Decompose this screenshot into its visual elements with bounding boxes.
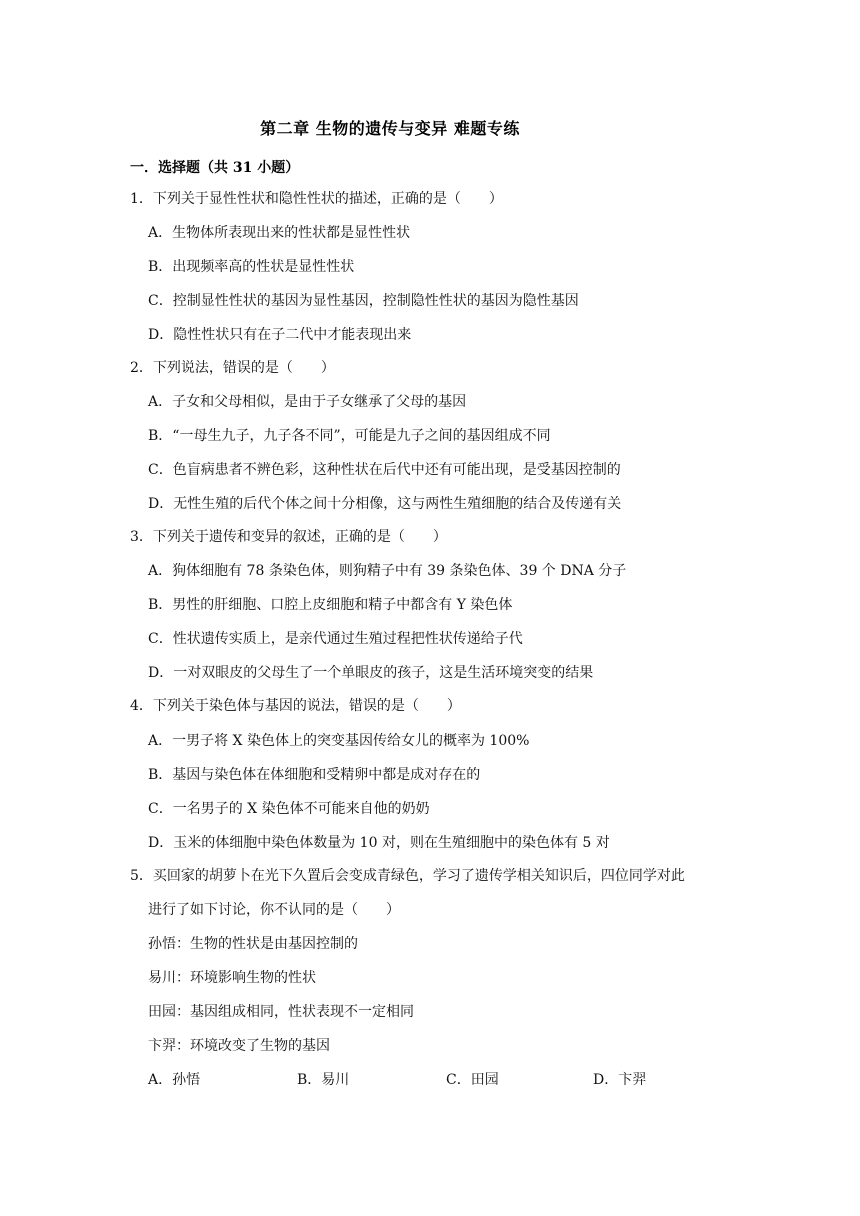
question-2-option-c: C．色盲病患者不辨色彩，这种性状在后代中还有可能出现，是受基因控制的 — [148, 462, 621, 478]
question-4-option-c: C．一名男子的 X 染色体不可能来自他的奶奶 — [148, 801, 430, 817]
question-5-statement-4: 卞羿：环境改变了生物的基因 — [148, 1038, 330, 1054]
question-2-option-b: B．“一母生九子，九子各不同”，可能是九子之间的基因组成不同 — [148, 428, 551, 444]
question-1-option-a: A．生物体所表现出来的性状都是显性性状 — [148, 225, 411, 241]
question-2-stem: 2．下列说法，错误的是（ ） — [130, 360, 335, 376]
question-3-stem: 3．下列关于遗传和变异的叙述，正确的是（ ） — [130, 529, 447, 545]
question-5-statement-1: 孙悟：生物的性状是由基因控制的 — [148, 936, 358, 952]
question-3-option-a: A．狗体细胞有 78 条染色体，则狗精子中有 39 条染色体、39 个 DNA 分子 — [148, 563, 627, 579]
question-5-option-d: D．卞羿 — [593, 1072, 647, 1088]
document-title: 第二章 生物的遗传与变异 难题专练 — [260, 119, 520, 138]
question-5-option-a: A．孙悟 — [148, 1072, 201, 1088]
question-3-option-b: B．男性的肝细胞、口腔上皮细胞和精子中都含有 Y 染色体 — [148, 597, 513, 613]
question-4-option-d: D．玉米的体细胞中染色体数量为 10 对，则在生殖细胞中的染色体有 5 对 — [148, 835, 610, 851]
question-5-option-c: C．田园 — [446, 1072, 499, 1088]
question-1-option-b: B．出现频率高的性状是显性性状 — [148, 259, 355, 275]
question-4-stem: 4．下列关于染色体与基因的说法，错误的是（ ） — [130, 698, 461, 714]
question-5-statement-3: 田园：基因组成相同，性状表现不一定相同 — [148, 1004, 414, 1020]
question-3-option-c: C．性状遗传实质上，是亲代通过生殖过程把性状传递给子代 — [148, 631, 523, 647]
question-5-option-b: B．易川 — [297, 1072, 350, 1088]
question-4-option-b: B．基因与染色体在体细胞和受精卵中都是成对存在的 — [148, 767, 481, 783]
section-heading: 一．选择题（共 31 小题） — [130, 160, 300, 176]
question-5-stem-line-2: 进行了如下讨论，你不认同的是（ ） — [148, 902, 400, 918]
question-5-stem-line-1: 5．买回家的胡萝卜在光下久置后会变成青绿色，学习了遗传学相关知识后，四位同学对此 — [130, 868, 685, 884]
question-3-option-d: D．一对双眼皮的父母生了一个单眼皮的孩子，这是生活环境突变的结果 — [148, 665, 594, 681]
question-4-option-a: A．一男子将 X 染色体上的突变基因传给女儿的概率为 100% — [148, 733, 530, 749]
question-1-stem: 1．下列关于显性性状和隐性性状的描述，正确的是（ ） — [130, 191, 503, 207]
question-5-statement-2: 易川：环境影响生物的性状 — [148, 970, 316, 986]
question-2-option-a: A．子女和父母相似，是由于子女继承了父母的基因 — [148, 394, 467, 410]
question-1-option-c: C．控制显性性状的基因为显性基因，控制隐性性状的基因为隐性基因 — [148, 293, 579, 309]
question-1-option-d: D．隐性性状只有在子二代中才能表现出来 — [148, 327, 412, 343]
question-2-option-d: D．无性生殖的后代个体之间十分相像，这与两性生殖细胞的结合及传递有关 — [148, 496, 622, 512]
